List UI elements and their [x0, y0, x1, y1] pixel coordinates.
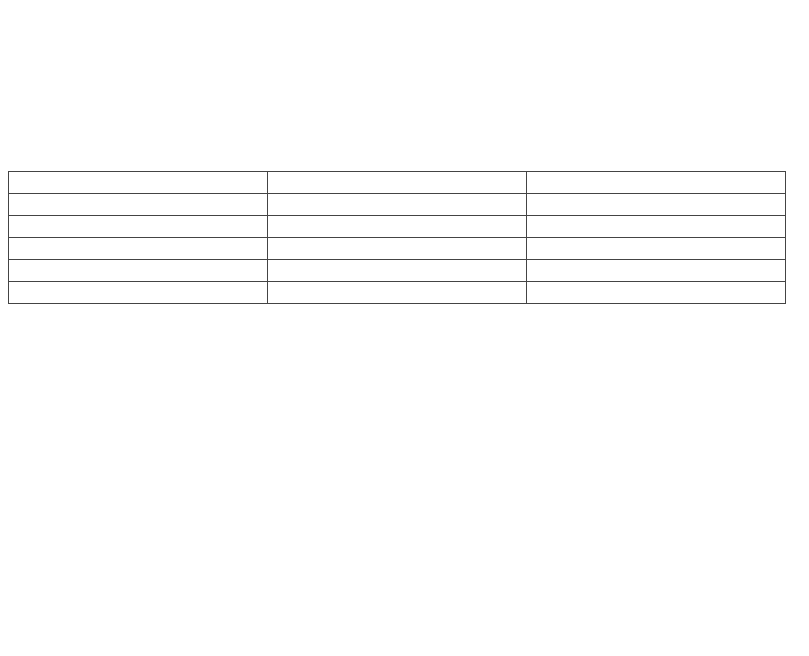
table-cell — [9, 260, 268, 282]
header-walls — [268, 172, 527, 194]
table-cell — [9, 282, 268, 304]
table-cell — [527, 216, 786, 238]
table-cell — [527, 282, 786, 304]
table-cell — [9, 216, 268, 238]
table-row — [9, 282, 786, 304]
table-cell — [268, 282, 527, 304]
table-row — [9, 194, 786, 216]
interior-table — [8, 171, 786, 304]
table-cell — [527, 194, 786, 216]
table-row — [9, 260, 786, 282]
table-cell — [268, 260, 527, 282]
header-ceiling — [9, 172, 268, 194]
table-cell — [9, 194, 268, 216]
table-cell — [268, 216, 527, 238]
table-cell — [527, 260, 786, 282]
table-row — [9, 238, 786, 260]
table-cell — [268, 238, 527, 260]
table-header-row — [9, 172, 786, 194]
table-cell — [9, 238, 268, 260]
header-floor — [527, 172, 786, 194]
table-row — [9, 216, 786, 238]
table-cell — [268, 194, 527, 216]
table-cell — [527, 238, 786, 260]
